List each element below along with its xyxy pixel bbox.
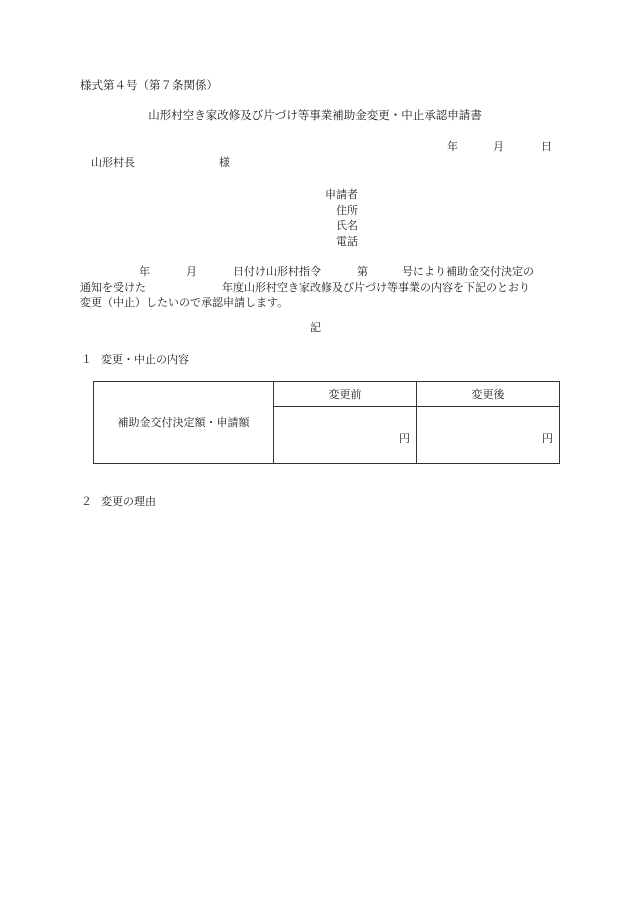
body-line-2	[80, 280, 534, 296]
addressee	[91, 157, 230, 168]
change-table	[93, 381, 560, 464]
document-title: 山形村空き家改修及び片づけ等事業補助金変更・中止承認申請書	[148, 108, 482, 122]
applicant-address-label: 住所	[336, 203, 358, 217]
body-notice: 通知を受けた	[80, 280, 146, 294]
body-line-3: 変更（中止）したいので承認申請します。	[80, 296, 289, 309]
body-paragraph	[80, 264, 534, 311]
section-2-title: 変更の理由	[101, 495, 156, 508]
date-line	[447, 141, 552, 152]
amount-row-label: 補助金交付決定額・申請額	[94, 382, 274, 464]
body-year: 年	[139, 265, 150, 278]
section-1-title: 変更・中止の内容	[101, 353, 189, 366]
date-month-label: 月	[493, 140, 504, 153]
section-2-heading	[81, 496, 156, 507]
after-header: 変更後	[417, 382, 560, 407]
date-year-label: 年	[447, 140, 458, 153]
body-line-1-rest: 号により補助金交付決定の	[402, 265, 534, 278]
before-unit: 円	[399, 432, 410, 445]
applicant-name-label: 氏名	[336, 219, 358, 232]
addressee-honorific: 様	[219, 156, 230, 169]
applicant-heading: 申請者	[325, 188, 358, 201]
applicant-phone-label: 電話	[336, 234, 358, 248]
form-number: 様式第４号（第７条関係）	[80, 78, 218, 92]
body-month: 月	[186, 265, 197, 278]
before-header: 変更前	[274, 382, 417, 407]
addressee-name: 山形村長	[91, 156, 135, 169]
section-1-number: １	[81, 353, 92, 366]
section-2-number: ２	[81, 495, 92, 508]
body-dai: 第	[357, 265, 368, 278]
ki-heading: 記	[310, 321, 321, 334]
applicant-block	[325, 187, 358, 249]
body-directive: 日付け山形村指令	[233, 265, 321, 278]
body-line-1	[80, 264, 534, 280]
after-amount-cell	[417, 407, 560, 464]
section-1-heading	[81, 354, 189, 365]
body-line-2-rest: 年度山形村空き家改修及び片づけ等事業の内容を下記のとおり	[222, 280, 530, 294]
before-amount-cell	[274, 407, 417, 464]
after-unit: 円	[542, 432, 553, 445]
date-day-label: 日	[541, 140, 552, 153]
